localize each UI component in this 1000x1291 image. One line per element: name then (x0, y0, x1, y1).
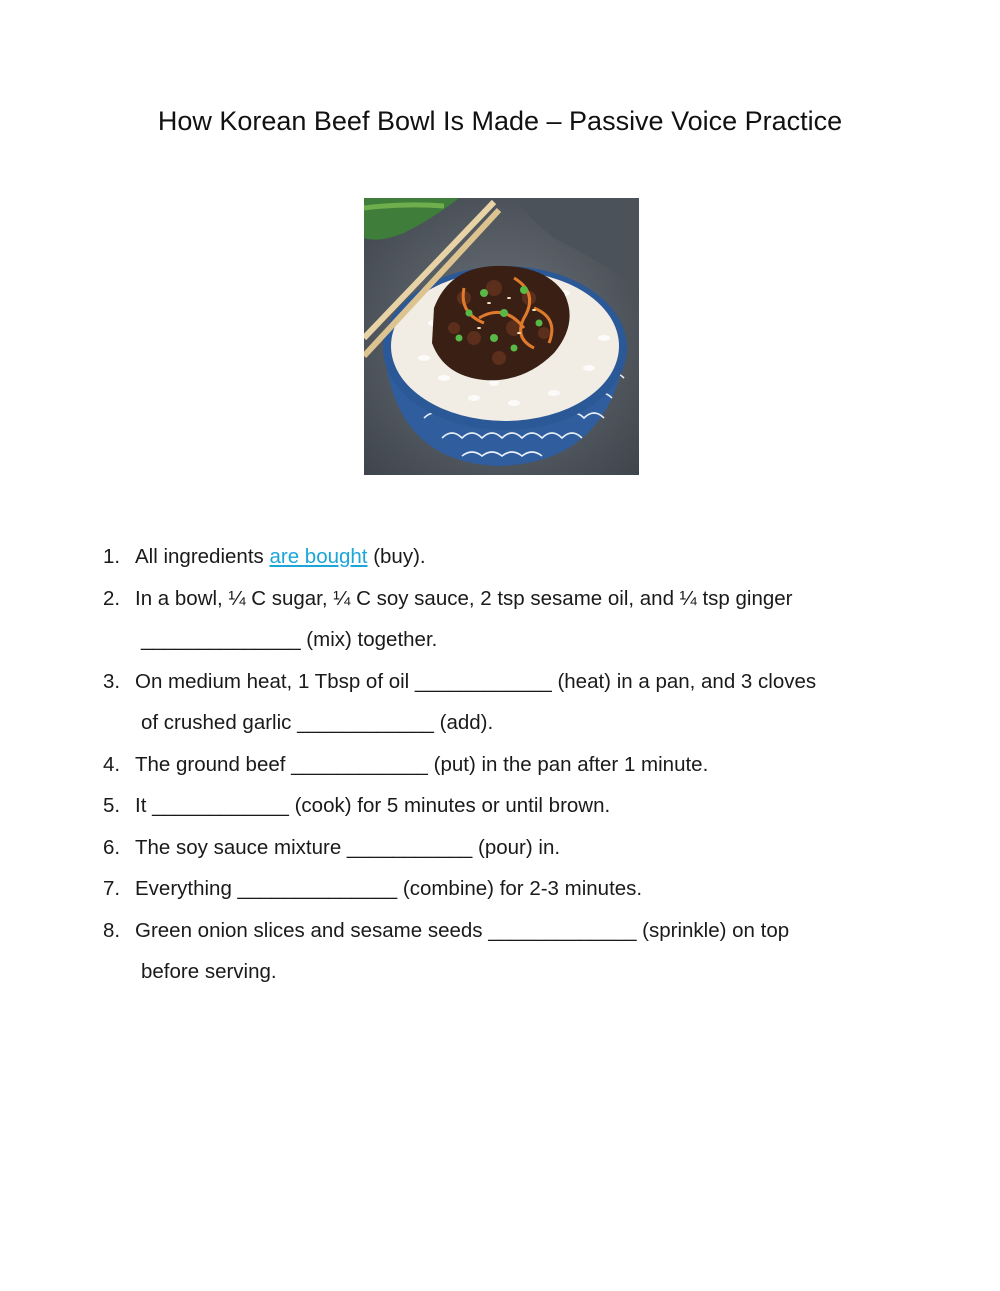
item-text: Green onion slices and sesame seeds _____________ (sprinkle) on top (135, 918, 790, 942)
korean-beef-bowl-photo (364, 198, 639, 475)
answer-link[interactable]: are bought (269, 545, 368, 568)
item-text: of crushed garlic ____________ (add). (141, 711, 494, 734)
item-text: The soy sauce mixture ___________ (pour) in. (135, 835, 561, 859)
item-number: 3. (103, 669, 121, 693)
list-item (103, 661, 963, 744)
list-item (103, 910, 963, 993)
list-item (103, 785, 963, 827)
item-text: All ingredients (135, 545, 270, 568)
item-number: 8. (103, 918, 121, 942)
item-number: 6. (103, 835, 121, 859)
item-number: 4. (103, 752, 121, 776)
item-text: before serving. (141, 960, 277, 983)
list-item (103, 827, 963, 869)
list-item (103, 744, 963, 786)
list-item (103, 536, 963, 578)
item-text: In a bowl, ¼ C sugar, ¼ C soy sauce, 2 tsp sesame oil, and ¼ tsp ginger (135, 586, 793, 610)
item-number: 5. (103, 794, 121, 817)
page-title: How Korean Beef Bowl Is Made – Passive Voice Practice (157, 106, 843, 136)
item-number: 7. (103, 877, 121, 900)
item-text: The ground beef ____________ (put) in the pan after 1 minute. (135, 752, 709, 776)
item-number: 2. (103, 586, 121, 610)
item-text: (buy). (367, 545, 426, 568)
item-text: Everything ______________ (combine) for 2-3 minutes. (135, 877, 643, 900)
item-number: 1. (103, 545, 121, 568)
item-text: It ____________ (cook) for 5 minutes or until brown. (135, 794, 611, 817)
item-text: ______________ (mix) together. (141, 628, 438, 651)
item-text: On medium heat, 1 Tbsp of oil ____________ (heat) in a pan, and 3 cloves (135, 669, 817, 693)
list-item (103, 868, 963, 910)
list-item (103, 578, 963, 661)
exercise-list (103, 536, 963, 993)
